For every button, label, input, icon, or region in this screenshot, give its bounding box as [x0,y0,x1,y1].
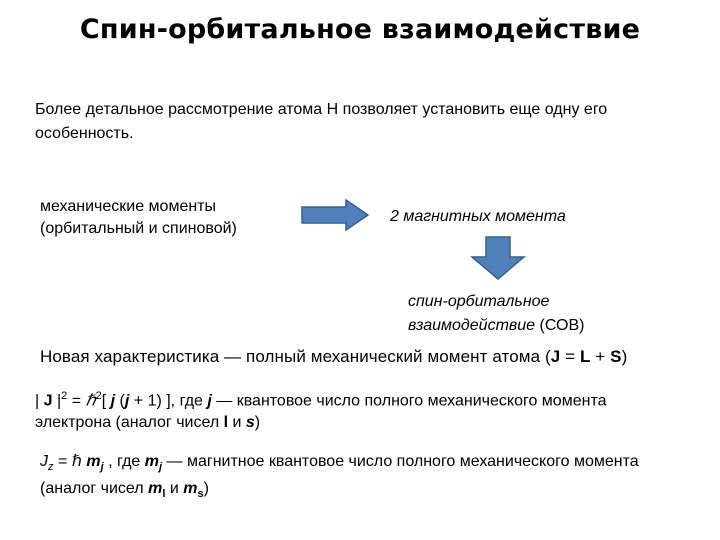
new-char-S: S [610,347,622,366]
spin-orbit-line1: спин-орбитальное [408,293,550,310]
spin-orbit-line2-italic: взаимодействие [408,317,536,334]
jf-J: J [43,392,53,410]
jf-j3: j [207,392,212,410]
jf-bar: | [52,392,62,410]
mechanical-moments-line1: механические моменты [40,198,217,215]
jz-s: s [197,488,204,501]
jz-J: J [40,453,48,470]
jf-desc: — квантовое число полного механического момента электрона (аналог чисел [35,392,607,432]
jz-m4: m [183,480,198,498]
jf-paren: ( [115,392,125,410]
jf-j2: j [124,392,130,410]
jz-j: j [100,461,104,474]
magnetic-moments-text: 2 магнитных момента [390,208,566,225]
intro-text: Более детальное рассмотрение атома H позволяет установить еще одну его особенность. [35,101,608,142]
new-char-text: Новая характеристика — полный механический момент атома ( [40,347,551,366]
jz-desc: — магнитное квантовое число полного механического момента (аналог чисел [40,453,639,498]
jf-open: | [35,392,44,410]
jz-z: z [48,461,54,474]
jz-eq: = ℏ [53,453,87,470]
j-formula-text [35,385,685,434]
jz-where: , где [103,453,145,470]
jz-m: m [86,453,101,470]
new-char-eq: = [560,347,580,366]
mechanical-moments-line2: (орбитальный и спиновой) [40,220,237,237]
mechanical-moments-box [40,196,290,240]
jz-m3: m [148,480,163,498]
jz-end: ) [203,480,209,498]
new-char-J: J [550,347,561,366]
arrow-down-icon [470,235,526,286]
spin-orbit-line2-rest: (СОВ) [535,317,585,334]
new-char-close: ) [621,347,628,366]
new-characteristic-text [40,347,627,367]
spin-orbit-text [408,290,584,338]
jz-and: и [165,480,184,498]
jz-formula-text [40,451,690,505]
jf-exp2: 2 [95,390,102,402]
jf-j1: j [110,392,116,410]
jf-l: l [223,414,229,432]
jf-eq: = [67,392,86,410]
new-char-L: L [579,347,591,366]
jz-j2: j [159,461,163,474]
slide-title: Спин-орбитальное взаимодействие [79,14,641,45]
jf-exp: 2 [61,390,68,402]
jf-hbar: ℏ [85,392,96,410]
jf-bracket-open: [ [101,392,111,410]
jf-and: и [228,414,246,432]
arrow-right-icon [300,198,370,237]
jz-m2: m [144,453,159,470]
jf-end: ) [254,414,261,432]
jf-s: s [245,414,255,432]
jf-plus1: + 1) ], где [129,392,208,410]
jz-l: l [162,488,166,501]
new-char-plus: + [590,347,611,366]
spin-orbit-line2 [408,314,584,338]
